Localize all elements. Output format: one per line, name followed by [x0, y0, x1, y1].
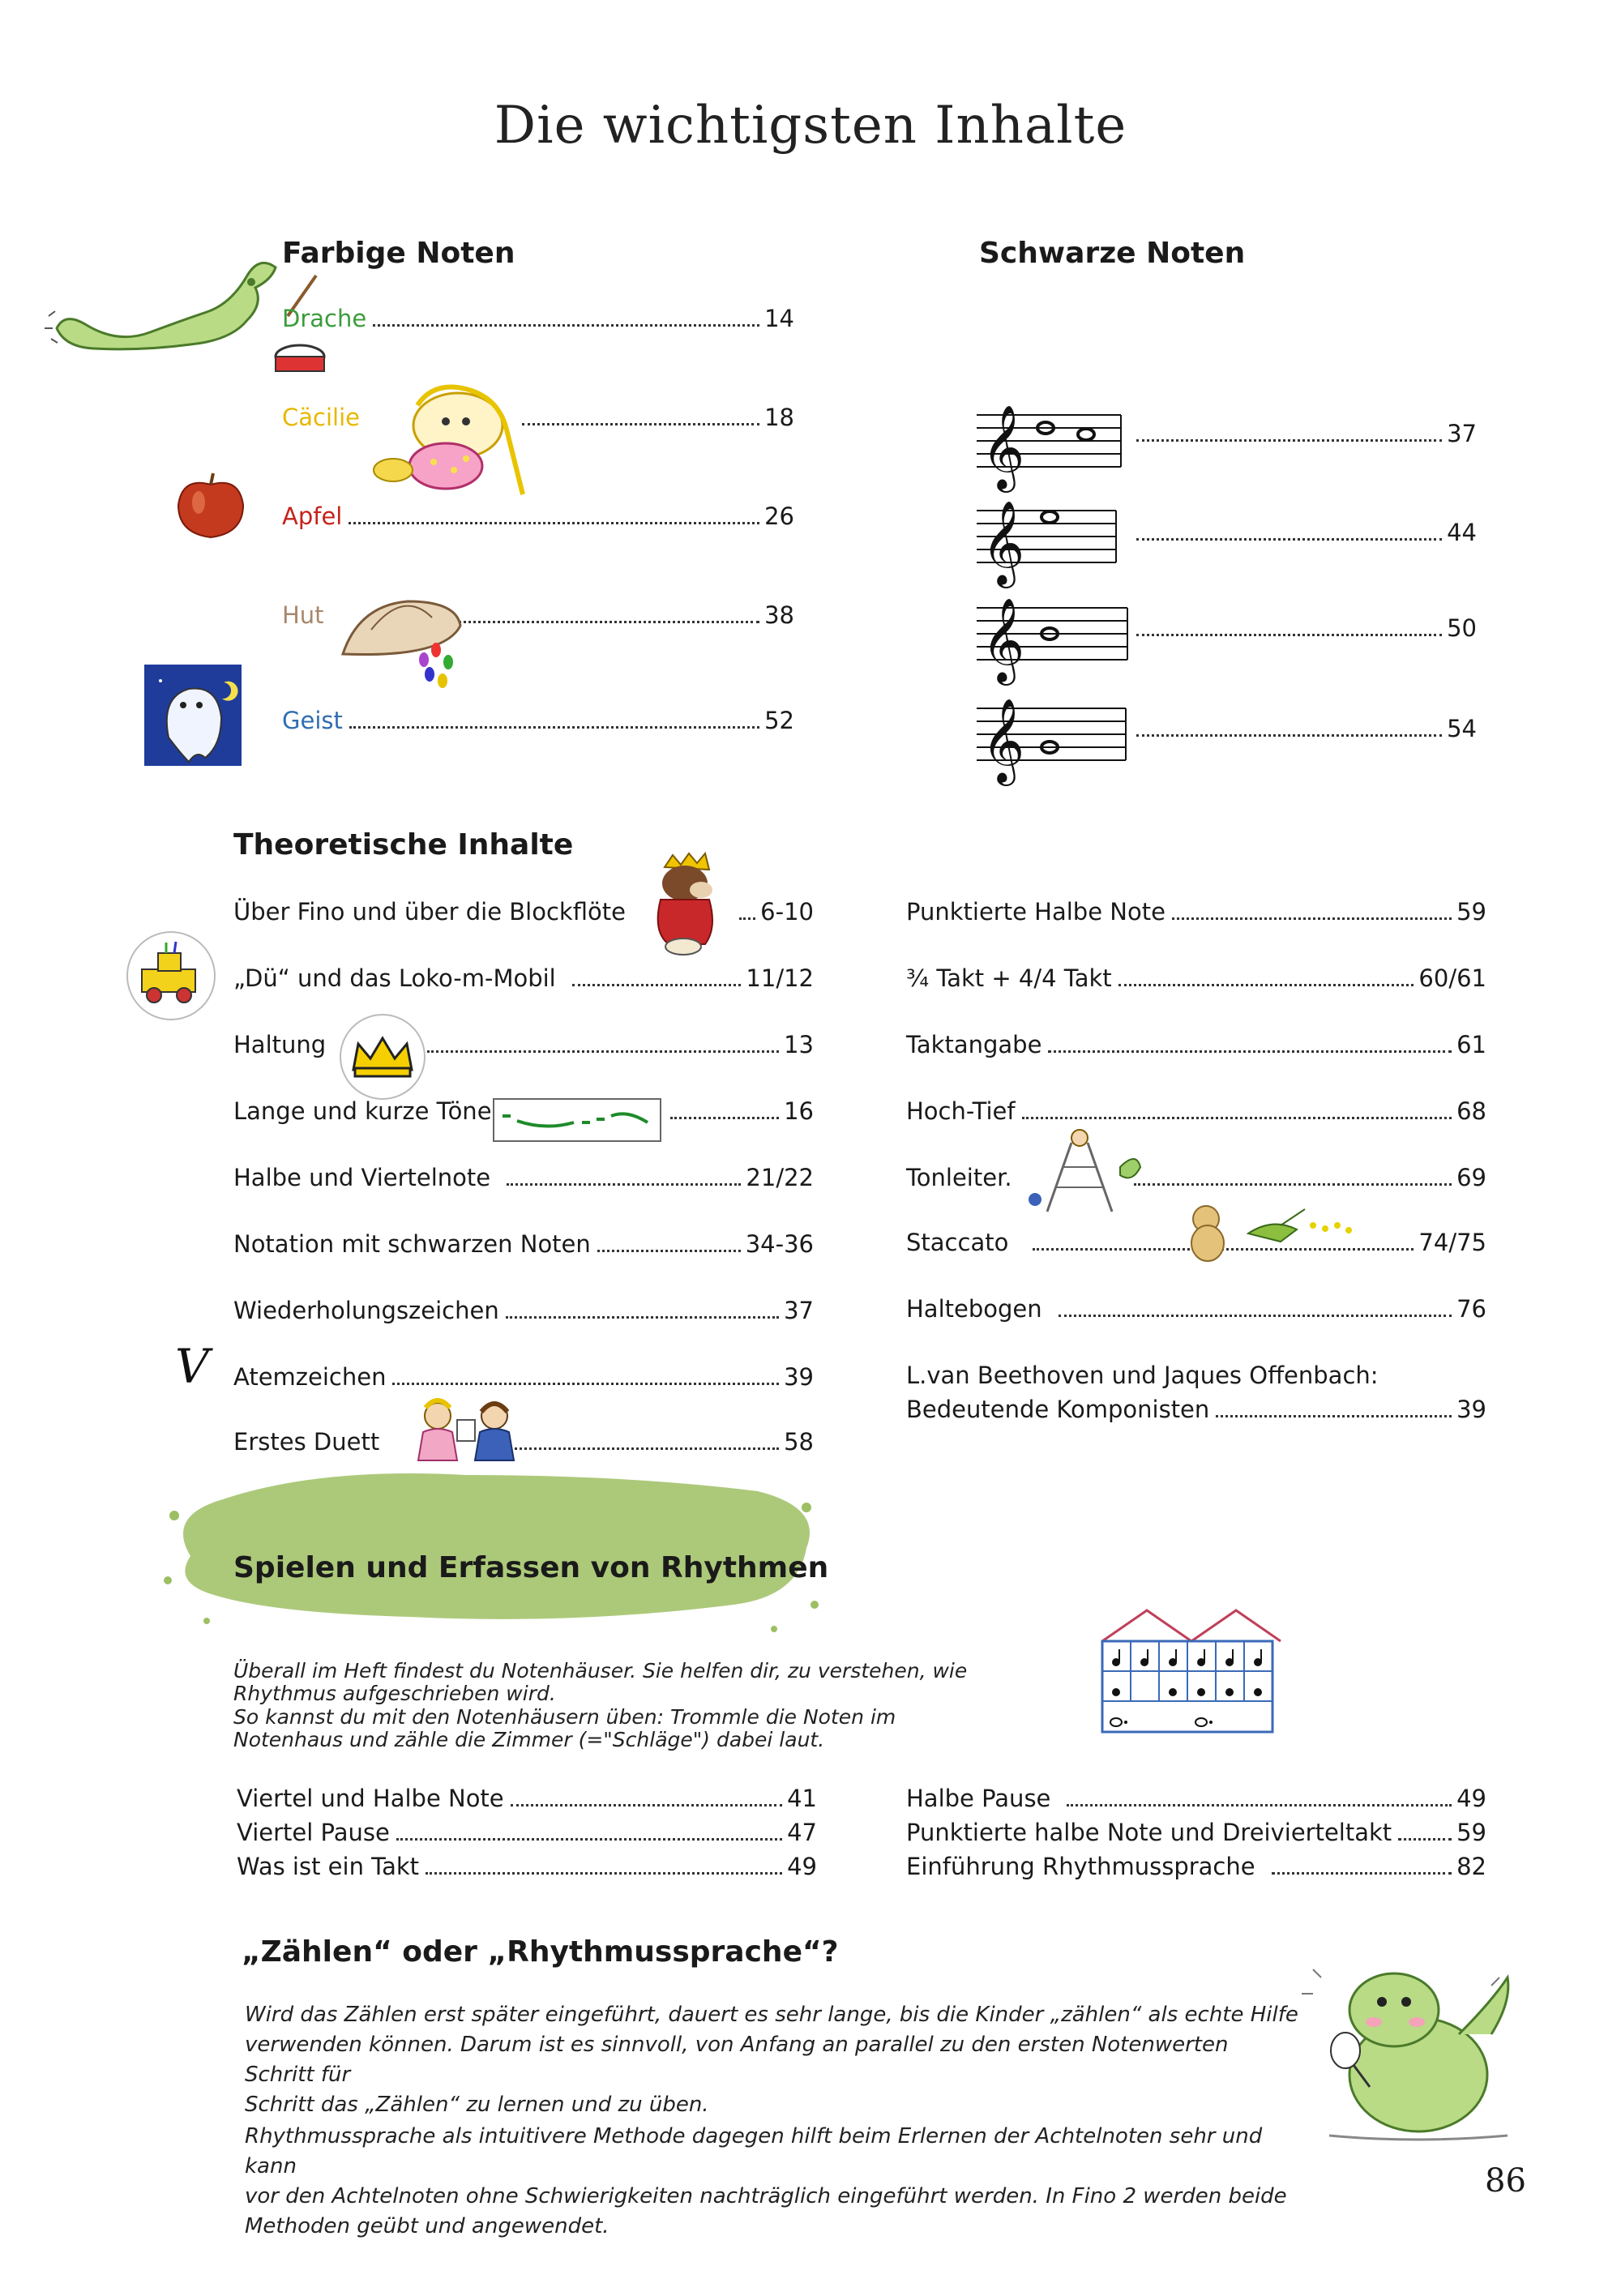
rhythmen-text-1: Überall im Heft findest du Notenhäuser. Sie helfen dir, zu verstehen, wie Rhythmus aufgeschrieben wird.: [233, 1659, 968, 1705]
dot-leader: [1216, 1415, 1452, 1417]
entry-label: Apfel: [282, 502, 343, 530]
dot-leader: [373, 324, 759, 327]
staff-notes-1: [977, 397, 1123, 490]
entry-page: 60/61: [1418, 964, 1486, 992]
composer-line-1: L.van Beethoven und Jaques Offenbach:: [906, 1362, 1379, 1389]
entry-page: 58: [784, 1428, 814, 1456]
dot-leader: [511, 1804, 782, 1806]
dot-leader: [349, 726, 759, 729]
entry-page: 34-36: [745, 1230, 814, 1258]
entry-label: Haltung: [233, 1031, 327, 1058]
dot-leader: [349, 522, 759, 524]
entry-label: Lange und kurze Töne: [233, 1097, 492, 1125]
apple-illustration: [174, 470, 247, 543]
entry-label: Halbe Pause: [906, 1785, 1051, 1812]
entry-label: Cäcilie: [282, 404, 360, 431]
rhythmen-entry-rhythmussprache[interactable]: [906, 1853, 1486, 1880]
entry-label: Staccato: [906, 1229, 1009, 1256]
entry-label: Viertel Pause: [237, 1819, 390, 1846]
schwarze-entry-2[interactable]: [1136, 519, 1477, 546]
theorie-entry-halbe-viertel[interactable]: [233, 1164, 814, 1191]
ghost-illustration: [144, 665, 242, 766]
dot-leader: [427, 1050, 779, 1053]
rhythmen-entry-viertel-halbe[interactable]: [237, 1785, 817, 1812]
schwarze-entry-3[interactable]: [1136, 614, 1477, 642]
farbige-noten-heading: Farbige Noten: [282, 237, 515, 270]
dot-leader: [522, 423, 759, 425]
entry-page: 38: [764, 601, 794, 629]
entry-label: Taktangabe: [906, 1031, 1042, 1058]
entry-page: 26: [764, 502, 794, 530]
caecilie-doll-illustration: [369, 381, 539, 502]
entry-page: 39: [1456, 1396, 1486, 1423]
entry-page: 18: [764, 404, 794, 431]
rhythmen-heading: Spielen und Erfassen von Rhythmen: [233, 1551, 829, 1584]
svg-text:𝄞: 𝄞: [982, 597, 1025, 682]
fino-king-illustration: [644, 851, 725, 956]
dot-leader: [396, 1838, 782, 1841]
entry-page: 37: [1447, 420, 1477, 447]
entry-page: 37: [784, 1297, 814, 1324]
zaehlen-p2-line3: Methoden geübt und angewendet.: [245, 2214, 609, 2238]
note-house-illustration: [1098, 1609, 1277, 1738]
dot-leader: [670, 1117, 780, 1119]
entry-page: 44: [1447, 519, 1477, 546]
dot-leader: [1059, 1315, 1452, 1317]
toc-entry-apfel[interactable]: [282, 502, 794, 530]
dot-leader: [507, 1183, 741, 1186]
entry-label: „Dü“ und das Loko-m-Mobil: [233, 964, 556, 992]
zaehlen-p1-line3: Schritt das „Zählen“ zu lernen und zu üben.: [245, 2093, 709, 2117]
dot-leader: [458, 621, 760, 623]
dot-leader: [572, 984, 742, 986]
dragon-maracas-illustration: [1297, 1953, 1540, 2148]
entry-label: Über Fino und über die Blockflöte: [233, 898, 626, 926]
dot-leader: [1022, 1117, 1452, 1119]
ladder-illustration: [1023, 1127, 1144, 1216]
zaehlen-p2-line2: vor den Achtelnoten ohne Schwierigkeiten nachträglich eingeführt werden. In Fino 2 werden beide: [245, 2184, 1287, 2208]
zaehlen-paragraph-2: [245, 2122, 1298, 2242]
rhythmen-entry-halbe-pause[interactable]: [906, 1785, 1486, 1812]
entry-page: 14: [764, 305, 794, 332]
theorie-entry-hoch-tief[interactable]: [906, 1097, 1486, 1125]
rhythmen-entry-punktierte-dreiviertel[interactable]: [906, 1819, 1486, 1846]
entry-label: Geist: [282, 707, 343, 734]
toc-entry-drache[interactable]: [282, 305, 794, 332]
dot-leader: [1067, 1804, 1452, 1806]
entry-page: 82: [1456, 1853, 1486, 1880]
theoretische-inhalte-heading: Theoretische Inhalte: [233, 828, 574, 862]
page-title: Die wichtigsten Inhalte: [494, 96, 1127, 156]
rhythmen-entry-takt[interactable]: [237, 1853, 817, 1880]
zaehlen-p2-line1: Rhythmussprache als intuitivere Methode dagegen hilft beim Erlernen der Achtelnoten sehr und kann: [245, 2124, 1263, 2178]
entry-page: 50: [1447, 614, 1477, 642]
svg-text:𝄞: 𝄞: [982, 404, 1025, 490]
entry-page: 49: [1456, 1785, 1486, 1812]
entry-page: 68: [1456, 1097, 1486, 1125]
dot-leader: [1172, 917, 1452, 920]
entry-page: 59: [1456, 1819, 1486, 1846]
theorie-entry-tonleiter[interactable]: [906, 1164, 1486, 1191]
entry-page: 49: [787, 1853, 817, 1880]
entry-label: Bedeutende Komponisten: [906, 1396, 1210, 1423]
duett-children-illustration: [405, 1396, 527, 1469]
entry-page: 52: [764, 707, 794, 734]
staff-notes-3: [977, 590, 1131, 682]
entry-label: Tonleiter.: [906, 1164, 1012, 1191]
loko-m-mobil-illustration: [126, 930, 216, 1021]
crown-illustration: [339, 1013, 426, 1101]
breath-mark-symbol: V: [175, 1339, 209, 1394]
theorie-entry-fino[interactable]: [233, 898, 814, 926]
dot-leader: [392, 1383, 779, 1385]
rhythmen-entry-viertel-pause[interactable]: [237, 1819, 817, 1846]
dot-leader: [501, 1447, 779, 1450]
dot-leader: [739, 917, 755, 920]
dot-leader: [1136, 634, 1442, 636]
theorie-entry-takt[interactable]: [906, 964, 1486, 992]
hat-illustration: [339, 585, 468, 691]
entry-label: Hut: [282, 601, 324, 629]
entry-label: Einführung Rhythmussprache: [906, 1853, 1255, 1880]
entry-page: 11/12: [746, 964, 814, 992]
entry-page: 39: [784, 1363, 814, 1391]
theorie-entry-punktierte-halbe[interactable]: [906, 898, 1486, 926]
dot-leader: [1048, 1050, 1452, 1053]
entry-page: 61: [1456, 1031, 1486, 1058]
entry-label: Drache: [282, 305, 367, 332]
entry-page: 76: [1456, 1295, 1486, 1323]
entry-label: Haltebogen: [906, 1295, 1042, 1323]
entry-label: Was ist ein Takt: [237, 1853, 420, 1880]
zaehlen-p1-line1: Wird das Zählen erst später eingeführt, dauert es sehr lange, bis die Kinder „zählen“ als echte Hilfe: [245, 2003, 1298, 2027]
zaehlen-heading: „Zählen“ oder „Rhythmussprache“?: [242, 1935, 839, 1969]
entry-label: Atemzeichen: [233, 1363, 387, 1391]
entry-label: Hoch-Tief: [906, 1097, 1016, 1125]
entry-page: 69: [1456, 1164, 1486, 1191]
dot-leader: [1118, 984, 1414, 986]
toc-entry-geist[interactable]: [282, 707, 794, 734]
theorie-entry-haltung[interactable]: [233, 1031, 814, 1058]
theorie-entry-haltebogen[interactable]: [906, 1295, 1486, 1323]
schwarze-noten-heading: Schwarze Noten: [979, 237, 1246, 270]
svg-text:𝄞: 𝄞: [982, 698, 1025, 783]
dot-leader: [597, 1250, 741, 1252]
entry-page: 41: [787, 1785, 817, 1812]
entry-label: Viertel und Halbe Note: [237, 1785, 504, 1812]
entry-label: Punktierte Halbe Note: [906, 898, 1165, 926]
entry-label: Erstes Duett: [233, 1428, 380, 1456]
dot-leader: [1272, 1872, 1452, 1875]
staccato-bear-grasshopper-illustration: [1183, 1201, 1354, 1266]
dot-leader: [506, 1316, 779, 1319]
entry-page: 54: [1447, 715, 1477, 742]
dot-leader: [1134, 1183, 1452, 1186]
entry-page: 6-10: [760, 898, 814, 926]
theorie-entry-komponisten[interactable]: [906, 1396, 1486, 1423]
theorie-entry-notation[interactable]: [233, 1230, 814, 1258]
entry-label: ¾ Takt + 4/4 Takt: [906, 964, 1112, 992]
entry-label: Punktierte halbe Note und Dreivierteltakt: [906, 1819, 1392, 1846]
dot-leader: [1136, 538, 1442, 541]
entry-page: 21/22: [746, 1164, 814, 1191]
theorie-entry-atemzeichen[interactable]: [233, 1363, 814, 1391]
theorie-entry-taktangabe[interactable]: [906, 1031, 1486, 1058]
entry-page: 16: [784, 1097, 814, 1125]
staff-notes-2: [977, 493, 1123, 585]
zaehlen-paragraph-1: [245, 2000, 1298, 2120]
svg-text:𝄞: 𝄞: [982, 500, 1025, 585]
dot-leader: [426, 1872, 782, 1875]
schwarze-entry-1[interactable]: [1136, 420, 1477, 447]
entry-page: 74/75: [1418, 1229, 1486, 1256]
schwarze-entry-4[interactable]: [1136, 715, 1477, 742]
theorie-entry-due[interactable]: [233, 964, 814, 992]
staff-notes-4: [977, 691, 1131, 784]
entry-page: 59: [1456, 898, 1486, 926]
theorie-entry-wiederholung[interactable]: [233, 1297, 814, 1324]
dot-leader: [1398, 1838, 1452, 1841]
rhythmen-text-2: So kannst du mit den Notenhäusern üben: Trommle die Noten im Notenhaus und zähle die Zimmer (="Schläge") dabei laut.: [233, 1705, 896, 1751]
zaehlen-p1-line2: verwenden können. Darum ist es sinnvoll, von Anfang an parallel zu den ersten Notenwerten Schritt für: [245, 2033, 1229, 2087]
dot-leader: [1136, 734, 1442, 737]
entry-label: Notation mit schwarzen Noten: [233, 1230, 591, 1258]
entry-page: 47: [787, 1819, 817, 1846]
entry-label: Wiederholungszeichen: [233, 1297, 499, 1324]
page-number: 86: [1485, 2162, 1526, 2200]
dot-leader: [1136, 439, 1442, 442]
long-short-tones-illustration: [493, 1098, 663, 1144]
entry-page: 13: [784, 1031, 814, 1058]
entry-label: Halbe und Viertelnote: [233, 1164, 491, 1191]
